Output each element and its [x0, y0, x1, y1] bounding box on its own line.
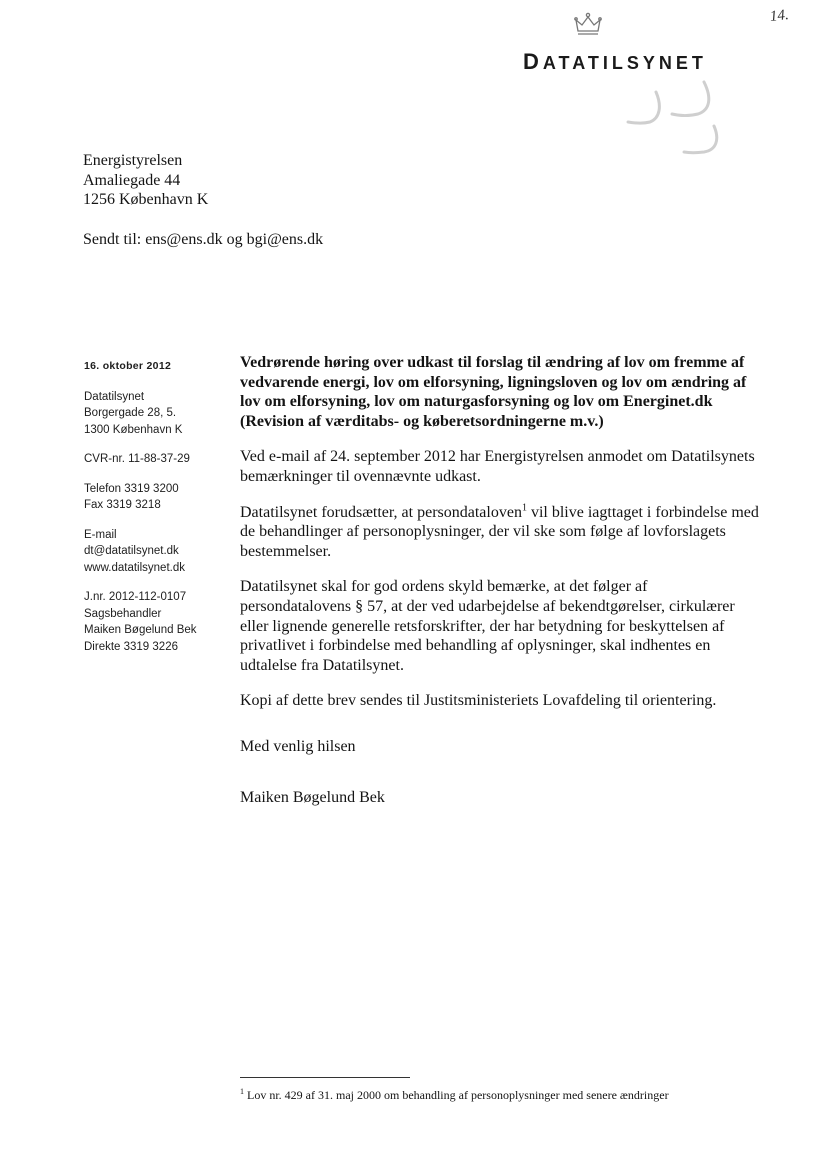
- paragraph-2: [240, 503, 760, 562]
- recipient-line: 1256 København K: [83, 191, 209, 208]
- footnote-reference: 1: [521, 502, 527, 514]
- phone-block: [84, 481, 234, 514]
- received-stamp-icon: [620, 78, 730, 160]
- sender-address-line: Datatilsynet: [84, 390, 145, 403]
- sender-address-line: Borgergade 28, 5.: [84, 407, 177, 419]
- cvr-number: [84, 451, 234, 468]
- case-handler-label: Sagsbehandler: [84, 607, 162, 620]
- email-label: E-mail: [84, 528, 117, 541]
- contact-block: [84, 527, 234, 577]
- direct-phone: Direkte 3319 3226: [84, 640, 178, 653]
- sender-address-line: 1300 København K: [84, 423, 183, 436]
- recipient-line: Amaliegade 44: [83, 171, 181, 189]
- closing: Med venlig hilsen: [240, 737, 356, 755]
- paragraph-2-end: vil blive iagttaget i forbindelse med de behandlinger af personoplysninger, der vil ske som følge af lovforslagets bestemmelser.: [240, 503, 759, 560]
- signer-name: Maiken Bøgelund Bek: [240, 788, 385, 806]
- paragraph-2-start: Datatilsynet forudsætter, at persondataloven: [240, 503, 522, 521]
- footnote: [240, 1088, 669, 1103]
- fax-line: Fax 3319 3218: [84, 499, 161, 511]
- paragraph-3: Datatilsynet skal for god ordens skyld bemærke, at det følger af persondatalovens § 57, at der ved udarbejdelse af bekendtgørelser, cirkulærer eller lignende generelle retsforskrifter, der har betydning for beskyttelsen af privatlivet i forbindelse med behandling af oplysninger, skal indhentes en udtalelse fra Datatilsynet.: [240, 578, 735, 674]
- page-number: 14.: [769, 7, 790, 25]
- paragraph-4: Kopi af dette brev sendes til Justitsministeriets Lovafdeling til orientering.: [240, 692, 717, 710]
- email-link[interactable]: dt@datatilsynet.dk: [84, 545, 179, 557]
- recipient-address: [83, 151, 208, 210]
- website-link[interactable]: www.datatilsynet.dk: [84, 561, 185, 574]
- letter-body: [240, 353, 760, 807]
- recipient-line: Energistyrelsen: [83, 152, 183, 169]
- footnote-number: 1: [240, 1087, 244, 1096]
- paragraph-1: Ved e-mail af 24. september 2012 har Energistyrelsen anmodet om Datatilsynets bemærkninger til ovennævnte udkast.: [240, 448, 755, 485]
- footnote-text: Lov nr. 429 af 31. maj 2000 om behandling af personoplysninger med senere ændringer: [244, 1088, 669, 1102]
- sender-sidebar: [84, 358, 234, 668]
- sender-address: [84, 389, 234, 439]
- letter-date: 16. oktober 2012: [84, 360, 172, 372]
- case-handler-name: Maiken Bøgelund Bek: [84, 624, 197, 636]
- phone-line: Telefon 3319 3200: [84, 482, 179, 495]
- crown-icon: [573, 12, 603, 38]
- case-block: [84, 589, 234, 655]
- cvr-line: CVR-nr. 11-88-37-29: [84, 453, 190, 465]
- logo: DATATILSYNET: [523, 49, 707, 74]
- sent-to: Sendt til: ens@ens.dk og bgi@ens.dk: [83, 231, 324, 248]
- footnote-divider: [240, 1077, 410, 1078]
- letter-subject: Vedrørende høring over udkast til forslag til ændring af lov om fremme af vedvarende energi, lov om elforsyning, ligningsloven og lov om ændring af lov om elforsyning, lov om naturgasforsyning og lov om Energinet.dk (Revision af værditabs- og køberetsordningerne m.v.): [240, 354, 747, 430]
- case-number: J.nr. 2012-112-0107: [84, 591, 187, 603]
